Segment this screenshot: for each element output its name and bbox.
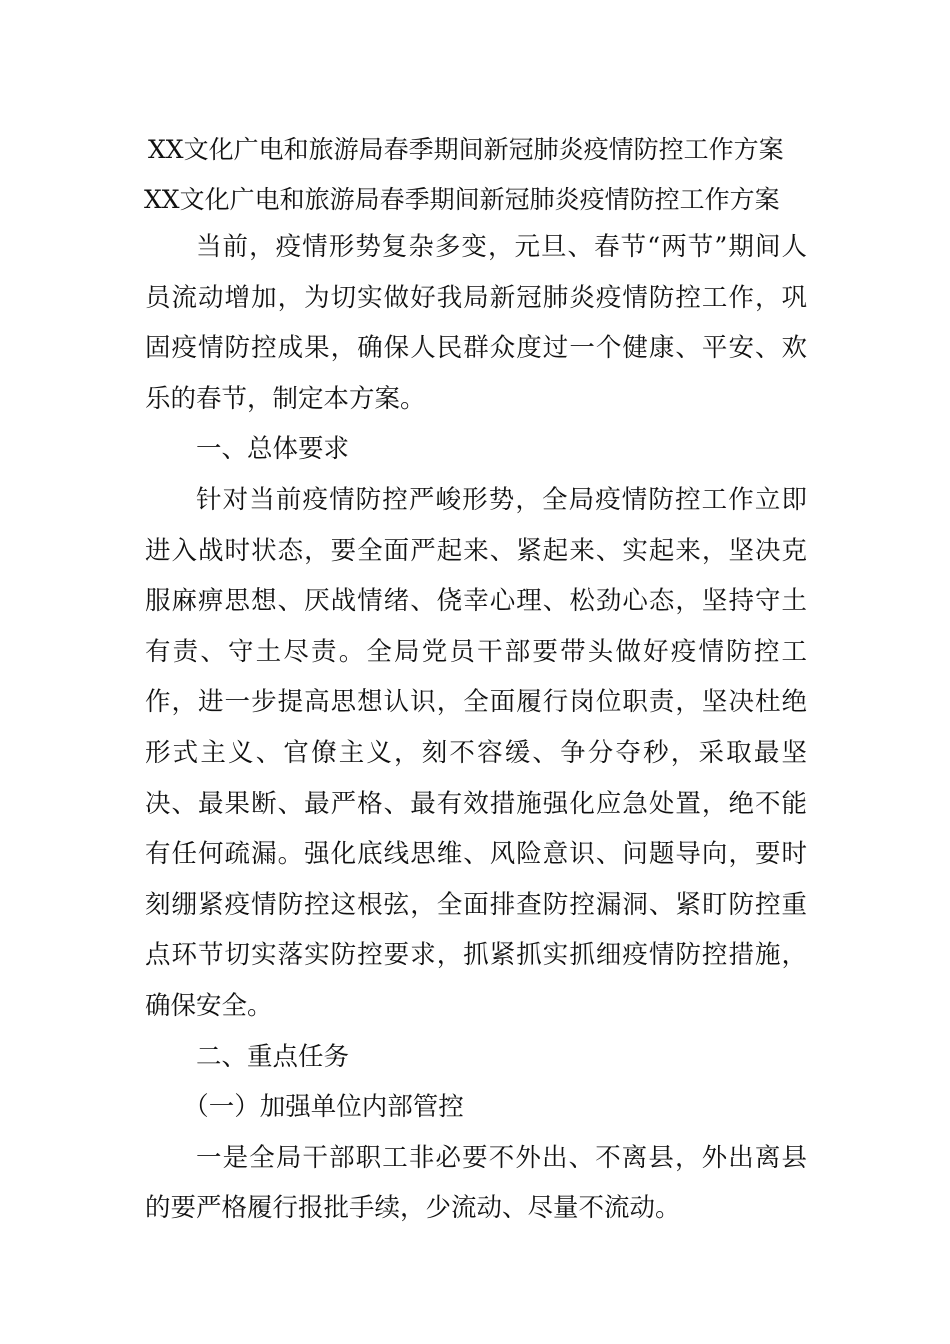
document-body [145,222,807,1234]
intro-paragraph: 当前，疫情形势复杂多变，元旦、春节“两节”期间人员流动增加，为切实做好我局新冠肺炎疫情防控工作，巩固疫情防控成果，确保人民群众度过一个健康、平安、欢乐的春节，制定本方案。 [145,232,807,414]
document-title-line-1: XX文化广电和旅游局春季期间新冠肺炎疫情防控工作方案 [148,135,784,164]
internal-control-paragraph: 一是全局干部职工非必要不外出、不离县，外出离县的要严格履行报批手续，少流动、尽量不流动。 [145,1142,807,1224]
section-heading-general-requirements: 一、总体要求 [196,434,350,465]
document-title-line-2: XX文化广电和旅游局春季期间新冠肺炎疫情防控工作方案 [144,185,780,214]
section-heading-key-tasks: 二、重点任务 [196,1041,350,1072]
general-requirements-paragraph: 针对当前疫情防控严峻形势，全局疫情防控工作立即进入战时状态，要全面严起来、紧起来、实起来，坚决克服麻痹思想、厌战情绪、侥幸心理、松劲心态，坚持守土有责、守土尽责。全局党员干部要带头做好疫情防控工作，进一步提高思想认识，全面履行岗位职责，坚决杜绝形式主义、官僚主义，刻不容缓、争分夺秒，采取最坚决、最果断、最严格、最有效措施强化应急处置，绝不能有任何疏漏。强化底线思维、风险意识、问题导向，要时刻绷紧疫情防控这根弦，全面排查防控漏洞、紧盯防控重点环节切实落实防控要求，抓紧抓实抓细疫情防控措施，确保安全。 [145,484,807,1021]
subsection-heading-internal-control: （一）加强单位内部管控 [183,1092,464,1123]
